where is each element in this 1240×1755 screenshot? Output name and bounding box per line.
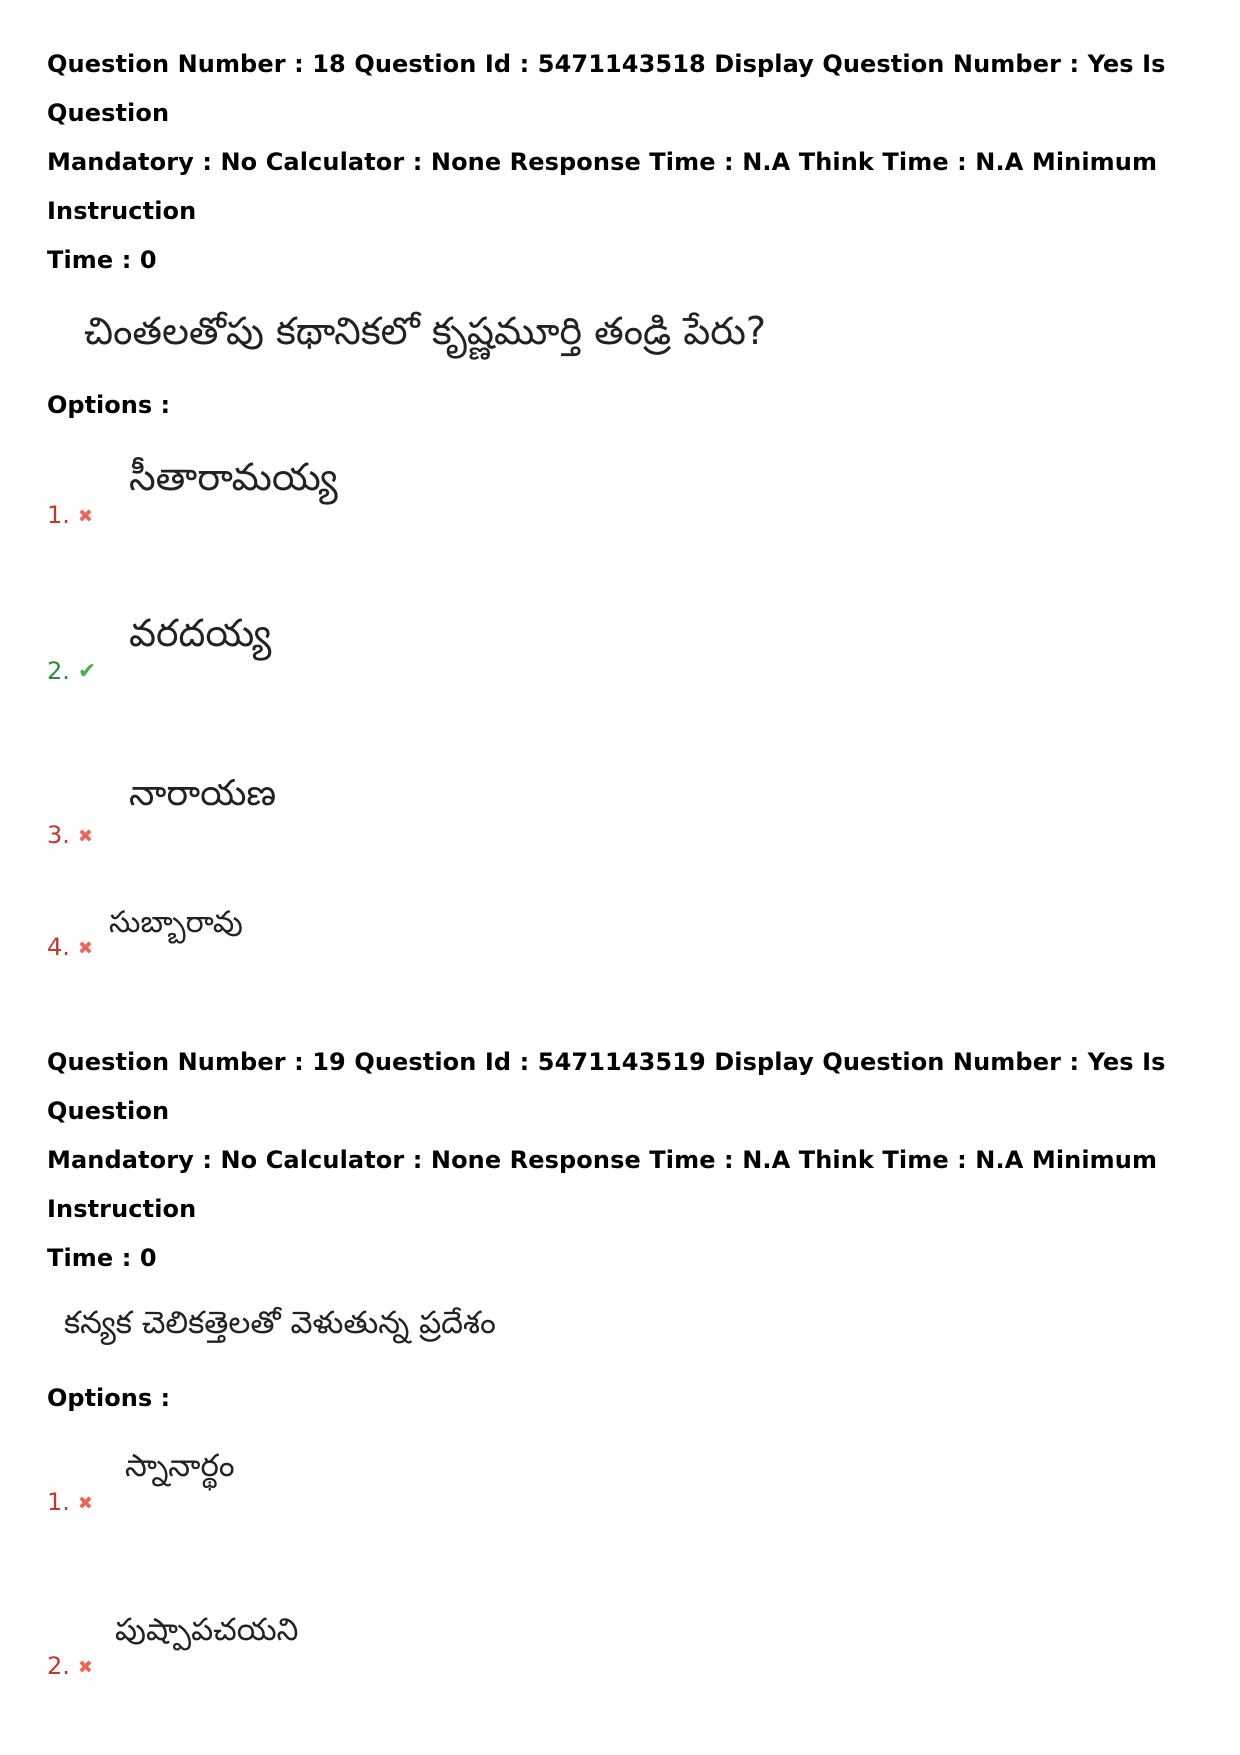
cross-icon: ✖ — [77, 826, 93, 847]
option-text: వరదయ్య — [129, 611, 272, 655]
question-19 — [47, 1038, 1207, 1722]
options-label: Options : — [47, 391, 171, 419]
option-3 — [47, 773, 1207, 883]
option-text: నారాయణ — [129, 773, 277, 814]
option-number: 4. ✖ — [47, 933, 93, 961]
question-meta-line-2: Mandatory : No Calculator : None Response Time : N.A Think Time : N.A Minimum Instruction — [47, 1146, 1158, 1223]
option-number: 2. ✔ — [47, 657, 97, 685]
cross-icon: ✖ — [77, 506, 93, 527]
cross-icon: ✖ — [77, 1657, 93, 1678]
cross-icon: ✖ — [77, 1493, 93, 1514]
question-meta-line-2: Mandatory : No Calculator : None Response Time : N.A Think Time : N.A Minimum Instruction — [47, 148, 1158, 225]
option-number: 1. ✖ — [47, 1488, 93, 1516]
option-text: స్నానార్థం — [125, 1448, 235, 1484]
option-number: 1. ✖ — [47, 501, 93, 529]
option-text: సుబ్బారావు — [109, 905, 243, 940]
question-meta-line-3: Time : 0 — [47, 1244, 157, 1272]
option-number: 3. ✖ — [47, 821, 93, 849]
option-2 — [47, 611, 1207, 721]
question-text: కన్యక చెలికత్తెలతో వెళుతున్న ప్రదేశం — [64, 1305, 496, 1341]
option-text: సీతారామయ్య — [129, 455, 338, 499]
question-meta-line-3: Time : 0 — [47, 246, 157, 274]
option-1 — [47, 455, 1207, 565]
option-text: పుష్పాపచయని — [115, 1612, 299, 1648]
question-meta-line-1: Question Number : 19 Question Id : 5471143519 Display Question Number : Yes Is Question — [47, 1048, 1166, 1125]
question-text: చింతలతోపు కథానికలో కృష్ణమూర్తి తండ్రి పేరు? — [84, 309, 767, 353]
option-2 — [47, 1612, 1207, 1722]
option-4 — [47, 905, 1207, 985]
option-number: 2. ✖ — [47, 1652, 93, 1680]
cross-icon: ✖ — [77, 938, 93, 959]
question-meta-line-1: Question Number : 18 Question Id : 5471143518 Display Question Number : Yes Is Question — [47, 50, 1166, 127]
check-icon: ✔ — [77, 659, 97, 684]
question-18 — [47, 40, 1207, 985]
options-label: Options : — [47, 1384, 171, 1412]
option-1 — [47, 1448, 1207, 1558]
